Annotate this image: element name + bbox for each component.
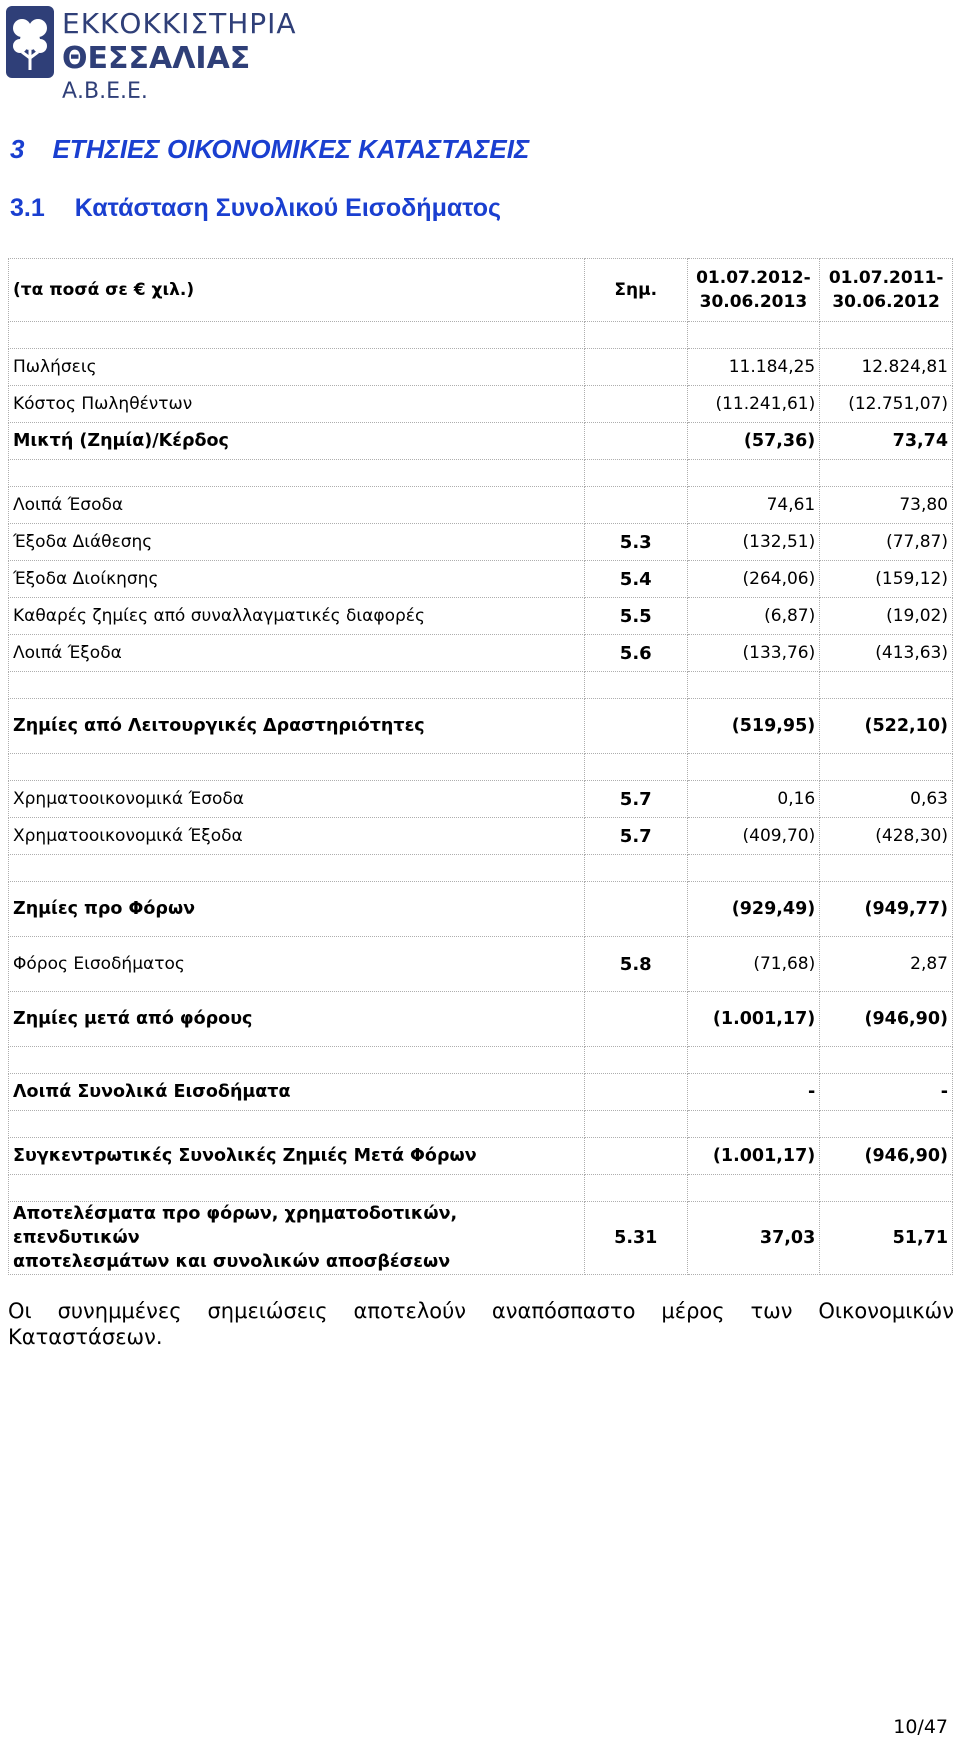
total-row: Συγκεντρωτικές Συνολικές Ζημιές Μετά Φόρων (1.001,17) (946,90) (9, 1138, 953, 1175)
table-row: Έξοδα Διάθεσης 5.3 (132,51) (77,87) (9, 524, 953, 561)
subsection-title: Κατάσταση Συνολικού Εισοδήματος (74, 194, 501, 222)
subtotal-row: Μικτή (Ζημία)/Κέρδος (57,36) 73,74 (9, 423, 953, 460)
spacer-row (9, 754, 953, 781)
income-statement-table (8, 258, 953, 1275)
spacer-row (9, 460, 953, 487)
subtotal-row: Λοιπά Συνολικά Εισοδήματα - - (9, 1074, 953, 1111)
section-title: ΕΤΗΣΙΕΣ ΟΙΚΟΝΟΜΙΚΕΣ ΚΑΤΑΣΤΑΣΕΙΣ (52, 134, 530, 164)
table-header-row (9, 259, 953, 322)
period-2012-header: 01.07.2011- 30.06.2012 (820, 259, 953, 322)
period-2013-header: 01.07.2012- 30.06.2013 (687, 259, 820, 322)
spacer-row (9, 672, 953, 699)
logo-line1: ΕΚΚΟΚΚΙΣΤΗΡΙΑ (62, 7, 297, 40)
amount-unit-label: (τα ποσά σε € χιλ.) (9, 259, 585, 322)
table-row: Κόστος Πωληθέντων (11.241,61) (12.751,07) (9, 386, 953, 423)
spacer-row (9, 1111, 953, 1138)
subtotal-row: Ζημίες μετά από φόρους (1.001,17) (946,90) (9, 992, 953, 1047)
logo-text (62, 7, 297, 104)
table-row: Έξοδα Διοίκησης 5.4 (264,06) (159,12) (9, 561, 953, 598)
logo-suffix: Α.Β.Ε.Ε. (62, 79, 148, 104)
ebitda-row: Αποτελέσματα προ φόρων, χρηματοδοτικών, επενδυτικών αποτελεσμάτων και συνολικών αποσβέσεων 5.31 37,03 51,71 (9, 1202, 953, 1275)
subtotal-row: Ζημίες από Λειτουργικές Δραστηριότητες (519,95) (522,10) (9, 699, 953, 754)
page-number: 10/47 (893, 1716, 948, 1738)
subtotal-row: Ζημίες προ Φόρων (929,49) (949,77) (9, 882, 953, 937)
table-row: Καθαρές ζημίες από συναλλαγματικές διαφορές 5.5 (6,87) (19,02) (9, 598, 953, 635)
subsection-heading (10, 194, 501, 223)
table-row: Χρηματοοικονομικά Έξοδα 5.7 (409,70) (428,30) (9, 818, 953, 855)
table-row: Πωλήσεις 11.184,25 12.824,81 (9, 349, 953, 386)
table-row: Λοιπά Έσοδα 74,61 73,80 (9, 487, 953, 524)
table-row: Λοιπά Έξοδα 5.6 (133,76) (413,63) (9, 635, 953, 672)
spacer-row (9, 1175, 953, 1202)
logo-line2-name: ΘΕΣΣΑΛΙΑΣ (62, 41, 251, 76)
section-number: 3 (10, 134, 25, 164)
table-row: Φόρος Εισοδήματος 5.8 (71,68) 2,87 (9, 937, 953, 992)
logo-line2 (62, 41, 297, 104)
spacer-row (9, 322, 953, 349)
spacer-row (9, 1047, 953, 1074)
subsection-number: 3.1 (10, 194, 45, 222)
cotton-logo-icon (6, 6, 54, 78)
section-heading (10, 134, 529, 165)
note-column-header: Σημ. (584, 259, 687, 322)
spacer-row (9, 855, 953, 882)
table-row: Χρηματοοικονομικά Έσοδα 5.7 0,16 0,63 (9, 781, 953, 818)
footnote: Οι συνημμένες σημειώσεις αποτελούν αναπόσπαστο μέρος των Οικονομικών Καταστάσεων. (8, 1299, 954, 1349)
company-logo (6, 6, 297, 104)
